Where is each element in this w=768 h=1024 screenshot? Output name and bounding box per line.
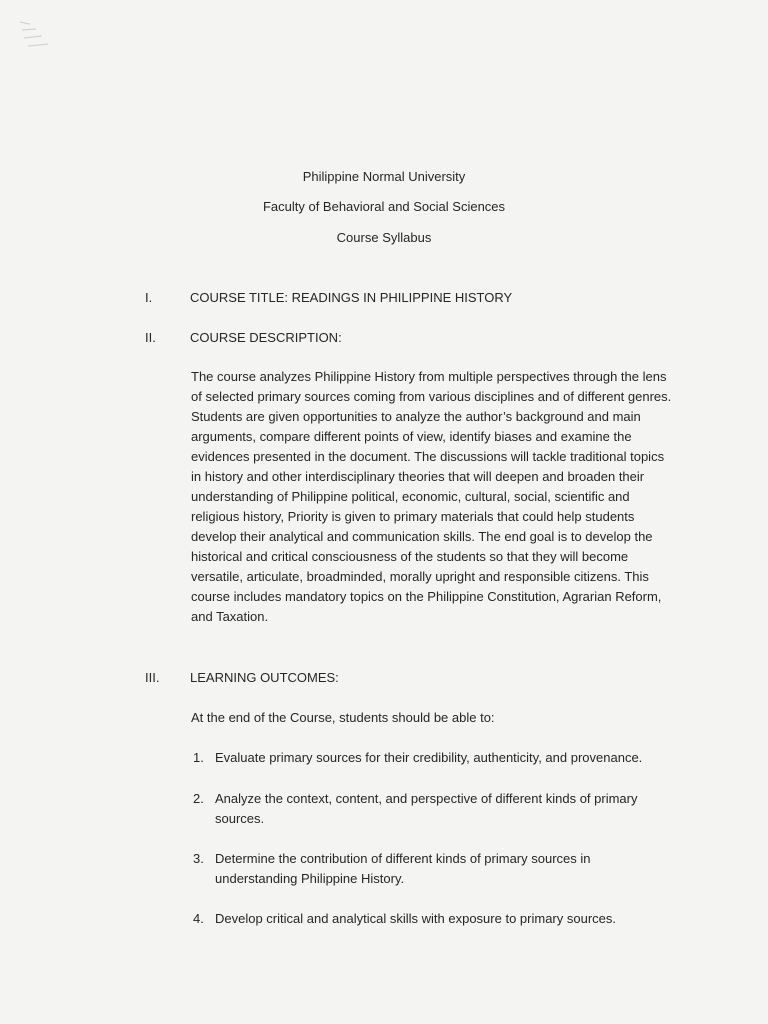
paragraph-line: develop their analytical and communication skills. The end goal is to develop the — [191, 529, 653, 544]
outcome-number: 3. — [193, 851, 204, 866]
outcomes-intro: At the end of the Course, students should be able to: — [191, 710, 495, 725]
course-description-paragraph — [191, 367, 699, 627]
scan-artifact — [18, 18, 58, 54]
outcome-text: Develop critical and analytical skills with exposure to primary sources. — [215, 911, 616, 926]
university-name: Philippine Normal University — [302, 169, 466, 184]
outcome-number: 2. — [193, 791, 204, 806]
section-title-course-title: COURSE TITLE: READINGS IN PHILIPPINE HISTORY — [190, 290, 513, 305]
paragraph-line: evidences presented in the document. The discussions will tackle traditional topics — [191, 449, 665, 464]
paragraph-line: understanding of Philippine political, economic, cultural, social, scientific and — [191, 489, 630, 504]
paragraph-line: The course analyzes Philippine History from multiple perspectives through the lens — [191, 369, 667, 384]
paragraph-line: and Taxation. — [191, 609, 269, 624]
section-number: I. — [145, 290, 153, 305]
outcome-text: understanding Philippine History. — [215, 871, 405, 886]
outcome-item — [193, 748, 703, 768]
outcome-text: Evaluate primary sources for their credibility, authenticity, and provenance. — [215, 750, 643, 765]
paragraph-line: of selected primary sources coming from various disciplines and of different genres. — [191, 389, 672, 404]
paragraph-line: course includes mandatory topics on the Philippine Constitution, Agrarian Reform, — [191, 589, 662, 604]
outcome-item — [193, 789, 703, 829]
outcome-text: Determine the contribution of different kinds of primary sources in — [215, 851, 591, 866]
paragraph-line: versatile, articulate, broadminded, morally upright and responsible citizens. This — [191, 569, 649, 584]
paragraph-line: religious history, Priority is given to primary materials that could help students — [191, 509, 635, 524]
paragraph-line: arguments, compare different points of view, identify biases and examine the — [191, 429, 632, 444]
outcome-text: sources. — [215, 811, 265, 826]
section-title-course-description: COURSE DESCRIPTION: — [190, 330, 342, 345]
paragraph-line: historical and critical consciousness of the students so that they will become — [191, 549, 629, 564]
outcome-number: 4. — [193, 911, 204, 926]
section-title-learning-outcomes: LEARNING OUTCOMES: — [190, 670, 339, 685]
outcome-number: 1. — [193, 750, 204, 765]
section-number: III. — [145, 670, 160, 685]
outcome-item — [193, 909, 703, 929]
outcome-item — [193, 849, 703, 889]
document-type: Course Syllabus — [336, 230, 432, 245]
paragraph-line: Students are given opportunities to analyze the author’s background and main — [191, 409, 641, 424]
faculty-name: Faculty of Behavioral and Social Sciences — [262, 199, 506, 214]
paragraph-line: in history and other interdisciplinary theories that will deepen and broaden their — [191, 469, 645, 484]
outcome-text: Analyze the context, content, and perspective of different kinds of primary — [215, 791, 638, 806]
section-number: II. — [145, 330, 156, 345]
